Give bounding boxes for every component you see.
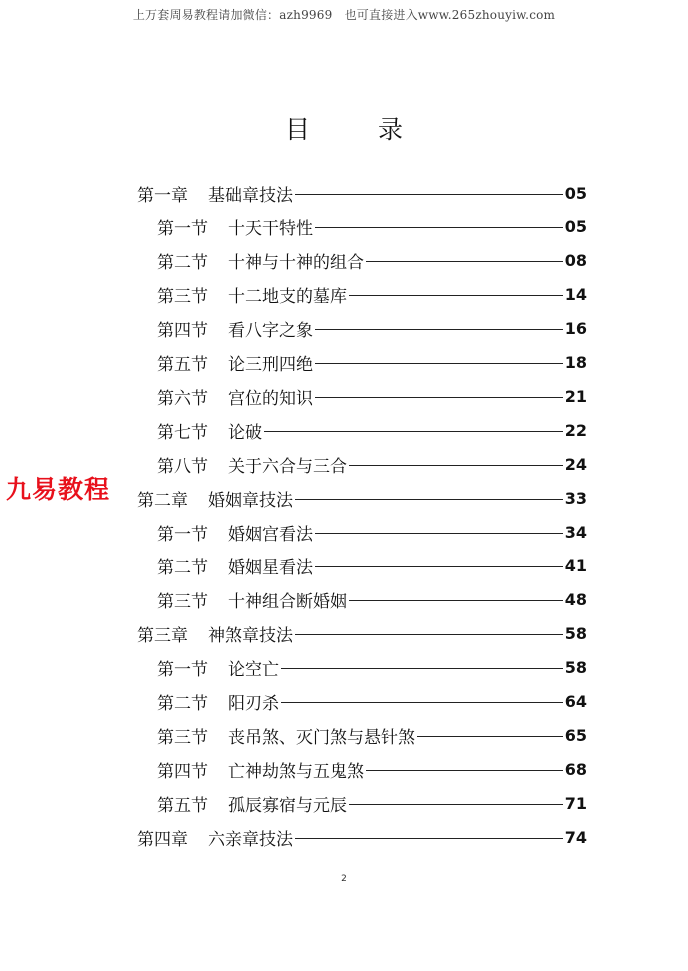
toc-leader-line [366,261,563,262]
toc-entry-title: 婚姻星看法 [228,558,313,579]
toc-section-entry[interactable] [157,381,587,411]
toc-entry-page: 41 [564,556,587,576]
toc-leader-line [281,702,563,703]
toc-entry-page: 74 [564,827,587,847]
toc-entry-page: 48 [564,590,587,610]
toc-entry-page: 64 [564,692,587,711]
toc-leader-line [315,363,563,364]
toc-leader-line [315,566,563,567]
toc-entry-page: 05 [564,183,587,203]
toc-entry-title: 神煞章技法 [208,626,293,647]
page-title: 目 录 [285,115,433,144]
toc-entry-title: 十神与十神的组合 [228,253,364,274]
toc-entry-title: 丧吊煞、灭门煞与悬针煞 [228,727,415,748]
toc-chapter-entry[interactable] [137,822,587,852]
toc-entry-page: 16 [564,319,587,339]
page-number: 2 [341,874,347,884]
toc-entry-title: 六亲章技法 [208,829,293,850]
toc-entry-title: 阳刃杀 [228,694,279,714]
toc-leader-line [315,397,563,398]
toc-entry-page: 68 [564,759,587,779]
toc-chapter-entry[interactable] [137,483,587,513]
toc-entry-number: 第二节 [157,253,208,274]
toc-entry-page: 58 [564,658,587,678]
toc-entry-title: 论破 [228,422,262,443]
toc-entry-page: 05 [564,217,587,237]
toc-entry-title: 亡神劫煞与五鬼煞 [228,761,364,782]
toc-entry-number: 第一节 [157,660,208,681]
toc-entry-page: 71 [564,793,587,813]
toc-section-entry[interactable] [157,754,587,784]
toc-chapter-entry[interactable] [137,178,587,208]
toc-leader-line [281,668,563,669]
toc-section-entry[interactable] [157,687,587,717]
toc-entry-page: 58 [564,624,587,644]
toc-entry-number: 第五节 [157,795,208,816]
toc-entry-title: 关于六合与三合 [228,456,347,477]
toc-leader-line [295,194,563,195]
toc-entry-title: 基础章技法 [208,185,293,206]
toc-section-entry[interactable] [157,788,587,818]
toc-section-entry[interactable] [157,551,587,581]
toc-leader-line [315,533,563,534]
toc-entry-number: 第八节 [157,456,208,477]
toc-section-entry[interactable] [157,348,587,378]
toc-entry-page: 65 [564,725,587,745]
toc-leader-line [349,804,563,805]
toc-leader-line [295,499,563,500]
watermark-logo: 九易教程 [6,475,111,504]
toc-entry-title: 孤辰寡宿与元辰 [228,795,347,816]
toc-entry-title: 看八字之象 [228,321,313,342]
toc-entry-number: 第三章 [137,626,188,647]
toc-entry-number: 第四节 [157,321,208,342]
toc-section-entry[interactable] [157,517,587,547]
toc-leader-line [264,431,563,432]
toc-section-entry[interactable] [157,415,587,445]
toc-section-entry[interactable] [157,720,587,750]
toc-entry-page: 18 [564,353,587,372]
toc-entry-page: 33 [564,488,587,508]
header-note: 上万套周易教程请加微信：azh9969 也可直接进入www.265zhouyiw.com [132,8,556,22]
toc-leader-line [349,295,563,296]
toc-leader-line [349,465,563,466]
toc-entry-number: 第一章 [137,185,188,206]
toc-entry-number: 第四章 [137,829,188,850]
toc-entry-number: 第七节 [157,422,208,443]
toc-entry-page: 08 [564,251,587,271]
toc-entry-page: 22 [564,420,587,440]
toc-entry-title: 十天干特性 [228,219,313,240]
toc-entry-number: 第二节 [157,558,208,579]
toc-section-entry[interactable] [157,246,587,276]
toc-entry-title: 十二地支的墓库 [228,287,347,308]
toc-entry-title: 论空亡 [228,660,279,681]
toc-leader-line [295,838,563,839]
toc-section-entry[interactable] [157,314,587,344]
toc-entry-number: 第四节 [157,761,208,782]
toc-entry-title: 婚姻宫看法 [228,524,313,545]
toc-leader-line [315,227,563,228]
toc-leader-line [366,770,563,771]
toc-leader-line [349,600,563,601]
toc-section-entry[interactable] [157,212,587,242]
toc-entry-number: 第三节 [157,592,208,613]
toc-entry-number: 第二章 [137,490,188,511]
toc-entry-title: 宫位的知识 [228,388,313,409]
toc-entry-number: 第三节 [157,287,208,308]
toc-entry-number: 第三节 [157,727,208,748]
toc-entry-number: 第六节 [157,388,208,409]
toc-entry-number: 第五节 [157,355,208,375]
toc-entry-number: 第一节 [157,219,208,240]
toc-section-entry[interactable] [157,280,587,310]
toc-leader-line [315,329,563,330]
toc-section-entry[interactable] [157,585,587,615]
toc-entry-page: 14 [564,285,587,305]
toc-entry-page: 24 [564,454,587,474]
toc-entry-number: 第一节 [157,524,208,545]
toc-entry-page: 34 [564,522,587,542]
toc-entry-page: 21 [564,386,587,406]
toc-entry-title: 婚姻章技法 [208,490,293,511]
toc-section-entry[interactable] [157,653,587,683]
toc-leader-line [417,736,563,737]
toc-leader-line [295,634,563,635]
toc-chapter-entry[interactable] [137,619,587,649]
toc-section-entry[interactable] [157,449,587,479]
toc-entry-number: 第二节 [157,694,208,714]
toc-entry-title: 十神组合断婚姻 [228,592,347,613]
toc-entry-title: 论三刑四绝 [228,355,313,375]
